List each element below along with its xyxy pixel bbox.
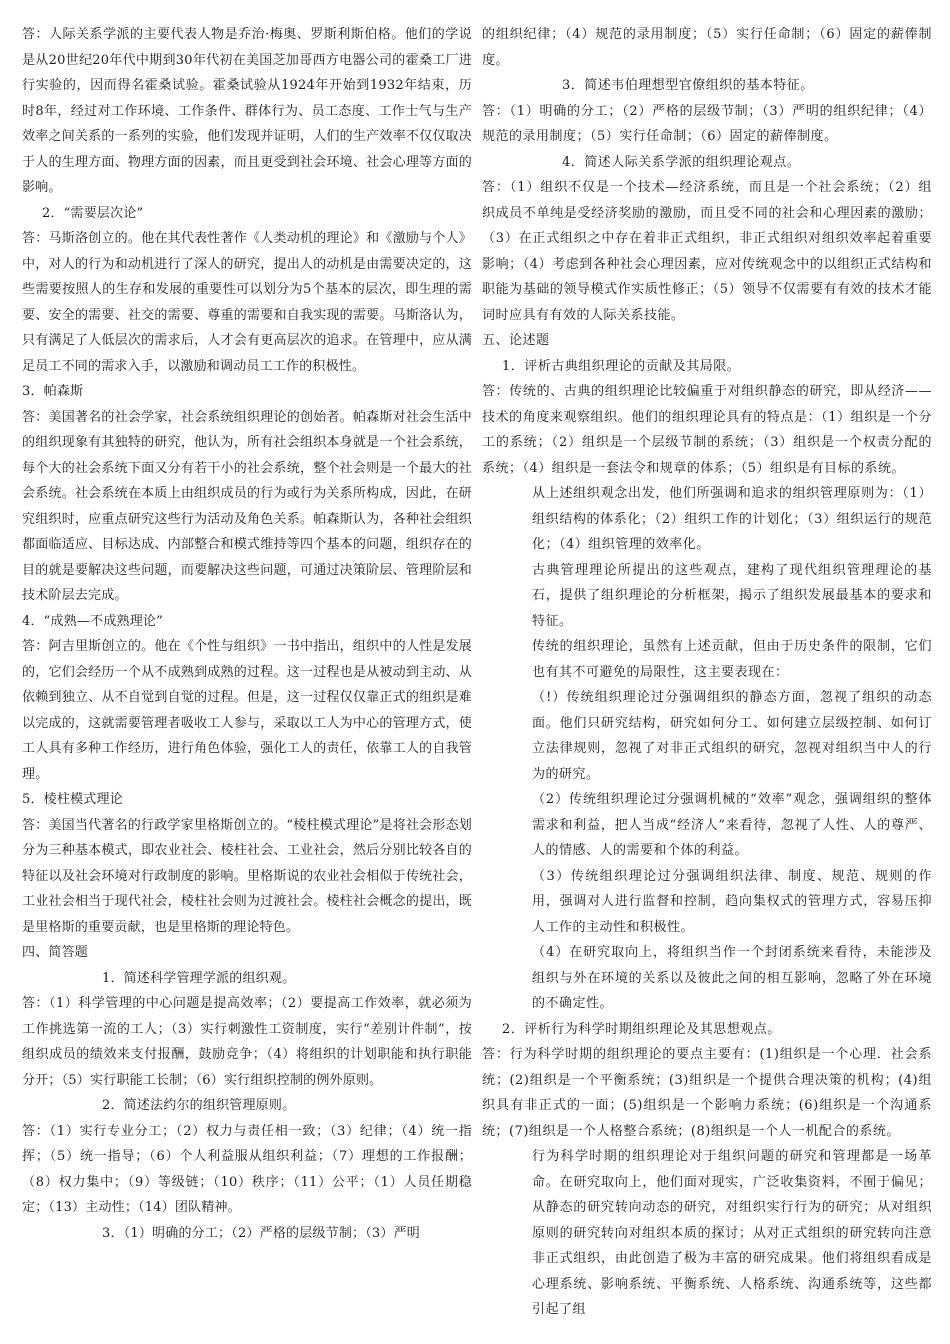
- paragraph: （4）在研究取向上，将组织当作一个封闭系统来看待，未能涉及组织与外在环境的关系以及彼此之间的相互影响，忽略了外在环境的不确定性。: [532, 945, 932, 1011]
- paragraph: （!）传统组织理论过分强调组织的静态方面，忽视了组织的动态面。他们只研究结构，研究如何分工、如何建立层级控制、如何订立法律规则，忽视了对非正式组织的研究，忽视对组织当中人的行为的研究。: [532, 690, 932, 782]
- paragraph: 答：美国著名的社会学家，社会系统组织理论的创始者。帕森斯对社会生活中的组织现象有其独特的研究，他认为，所有社会组织本身就是一个社会系统，每个大的社会系统下面又分有若干小的社会系统，整个社会则是一个最大的社会系统。社会系统在本质上由组织成员的行为或行为关系所构成，因此，在研究组织时，应重点研究这些行为活动及角色关系。帕森斯认为，各种社会组织都面临适应、目标达成、内部整合和模式维持等四个基本的问题，组织存在的目的就是要解决这些问题，而要解决这些问题，可通过决策阶层、管理阶层和技术阶层去完成。: [22, 409, 472, 603]
- paragraph: 五、论述题: [482, 333, 550, 348]
- document-page: [22, 22, 932, 1332]
- paragraph: 3．简述韦伯理想型官僚组织的基本特征。: [562, 78, 814, 93]
- paragraph: 答：（1）科学管理的中心问题是提高效率；（2）要提高工作效率，就必须为工作挑选第一流的工人；（3）实行刺激性工资制度，实行“差别计件制”，按组织成员的绩效来支付报酬，鼓励竞争；（4）将组织的计划职能和执行职能分开；（5）实行职能工长制；（6）实行组织控制的例外原则。: [22, 996, 472, 1088]
- paragraph: 答：美国当代著名的行政学家里格斯创立的。“棱柱模式理论”是将社会形态划分为三种基本模式，即农业社会、棱柱社会、工业社会，然后分别比较各自的特征以及社会环境对行政制度的影响。里格斯说的农业社会相似于传统社会，工业社会相当于现代社会，棱柱社会则为过渡社会。棱柱社会概念的提出，既是里格斯的重要贡献，也是里格斯的理论特色。: [22, 817, 472, 935]
- paragraph: 4．简述人际关系学派的组织理论观点。: [562, 154, 801, 170]
- paragraph: 4．“成熟—不成熟理论”: [22, 613, 163, 629]
- paragraph: 答：马斯洛创立的。他在其代表性著作《人类动机的理论》和《激励与个人》中，对人的行为和动机进行了深人的研究，提出人的动机是由需要决定的，这些需要按照人的生存和发展的重要性可以划分为5个基本的层次，即生理的需要、安全的需要、社交的需要、尊重的需要和自我实现的需要。马斯洛认为，只有满足了人低层次的需求后，人才会有更高层次的追求。在管理中，应从满足员工不同的需求入手，以激励和调动员工工作的积极性。: [22, 231, 472, 374]
- paragraph: 的组织纪律；（4）规范的录用制度；（5）实行任命制；（6）固定的薪俸制度。: [482, 27, 932, 68]
- paragraph: 5．棱柱模式理论: [22, 792, 123, 807]
- paragraph: （2）传统组织理论过分强调机械的“效率”观念，强调组织的整体需求和利益，把人当成“经济人”来看待，忽视了人性、人的尊严、人的情感、人的需要和个体的利益。: [532, 792, 932, 858]
- paragraph: 3．帕森斯: [22, 384, 84, 399]
- left-column: [22, 22, 472, 1332]
- paragraph: 古典管理理论所提出的这些观点，建构了现代组织管理理论的基石，提供了组织理论的分析框架，揭示了组织发展最基本的要求和特征。: [532, 562, 932, 629]
- paragraph: 1．简述科学管理学派的组织观。: [102, 970, 296, 986]
- right-column: [482, 22, 932, 1332]
- paragraph: 2．评析行为科学时期组织理论及其思想观点。: [502, 1021, 781, 1037]
- paragraph: 答：阿吉里斯创立的。他在《个性与组织》一书中指出，组织中的人性是发展的，它们会经历一个从不成熟到成熟的过程。这一过程也是从被动到主动、从依赖到独立、从不自觉到自觉的过程。但是，这一过程仅仅靠正式的组织是难以完成的，这就需要管理者吸收工人参与，采取以工人为中心的管理方式，使工人具有多种工作经历，进行角色体验，强化工人的责任，依靠工人的自我管理。: [22, 639, 472, 782]
- paragraph: 传统的组织理论，虽然有上述贡献，但由于历史条件的限制，它们也有其不可避免的局限性，这主要表现在：: [532, 639, 932, 680]
- paragraph: 答：（1）组织不仅是一个技术—经济系统，而且是一个社会系统；（2）组织成员不单纯是受经济奖励的激励，而且受不同的社会和心理因素的激励；（3）在正式组织之中存在着非正式组织，非正式组织对组织效率起着重要影响；（4）考虑到各种社会心理因素，应对传统观念中的以组织正式结构和职能为基础的领导模式作实质性修正；（5）领导不仅需要有有效的技术才能词时应具有有效的人际关系技能。: [482, 180, 932, 323]
- paragraph: 2．简述法约尔的组织管理原则。: [102, 1098, 296, 1113]
- paragraph: 答：（1）明确的分工；（2）严格的层级节制；（3）严明的组织纪律；（4）规范的录用制度；（5）实行任命制；（6）固定的薪俸制度。: [482, 103, 932, 144]
- paragraph: （3）传统组织理论过分强调组织法律、制度、规范、规则的作用，强调对人进行监督和控制，趋向集权式的管理方式，容易压抑人工作的主动性和积极性。: [532, 868, 932, 935]
- paragraph: 行为科学时期的组织理论对于组织问题的研究和管理都是一场革命。在研究取向上，他们面对现实，广泛收集资料，不囿于偏见；从静态的研究转向动态的研究，对组织实行行为的研究；从对组织原则的研究转向对组织本质的探讨；从对正式组织的研究转向注意非正式组织，由此创造了极为丰富的研究成果。他们将组织看成是心理系统、影响系统、平衡系统、人格系统、沟通系统等，这些都引起了组: [532, 1149, 932, 1317]
- paragraph: 2．“需要层次论”: [42, 205, 144, 221]
- paragraph: 答：人际关系学派的主要代表人物是乔治·梅奥、罗斯利斯伯格。他们的学说是从20世纪20年代中期到30年代初在美国芝加哥西方电器公司的霍桑工厂进行实验的，因而得名霍桑试验。霍桑试验从1924年开始到1932年结束，历时8年，经过对工作环境、工作条件、群体行为、员工态度、工作士气与生产效率之间关系的一系列的实验，他们发现并证明，人们的生产效率不仅仅取决于人的生理方面、物理方面的因素，而且更受到社会环境、社会心理等方面的影响。: [22, 27, 472, 195]
- paragraph: 四、简答题: [22, 945, 89, 960]
- paragraph: 从上述组织观念出发，他们所强调和追求的组织管理原则为：（1）组织结构的体系化；（2）组织工作的计划化；（3）组织运行的规范化；（4）组织管理的效率化。: [532, 486, 932, 552]
- paragraph: 答：（1）实行专业分工；（2）权力与责任相一致；（3）纪律；（4）统一指挥；（5）统一指导；（6）个人利益服从组织利益；（7）理想的工作报酬；（8）权力集中；（9）等级链；（10）秩序；（11）公平；（1）人员任期稳定；（13）主动性；（14）团队精神。: [22, 1123, 472, 1215]
- paragraph: 答：行为科学时期的组织理论的要点主要有：(1)组织是一个心理．社会系统；(2)组织是一个平衡系统；(3)组织是一个提供合理决策的机构；(4)组织具有非正式的一面；(5)组织是一个影响力系统；(6)组织是一个沟通系统；(7)组织是一个人格整合系统；(8)组织是一个人一机配合的系统。: [482, 1047, 932, 1139]
- paragraph: 答：传统的、古典的组织理论比较偏重于对组织静态的研究，即从经济——技术的角度来观察组织。他们的组织理论具有的特点是：（1）组织是一个分工的系统；（2）组织是一个层级节制的系统；（3）组织是一个权责分配的系统；（4）组织是一套法令和规章的体系；（5）组织是有目标的系统。: [482, 384, 932, 476]
- paragraph: 1．评析古典组织理论的贡献及其局限。: [502, 358, 741, 374]
- paragraph: 3．（1）明确的分工；（2）严格的层级节制；（3）严明: [102, 1225, 420, 1241]
